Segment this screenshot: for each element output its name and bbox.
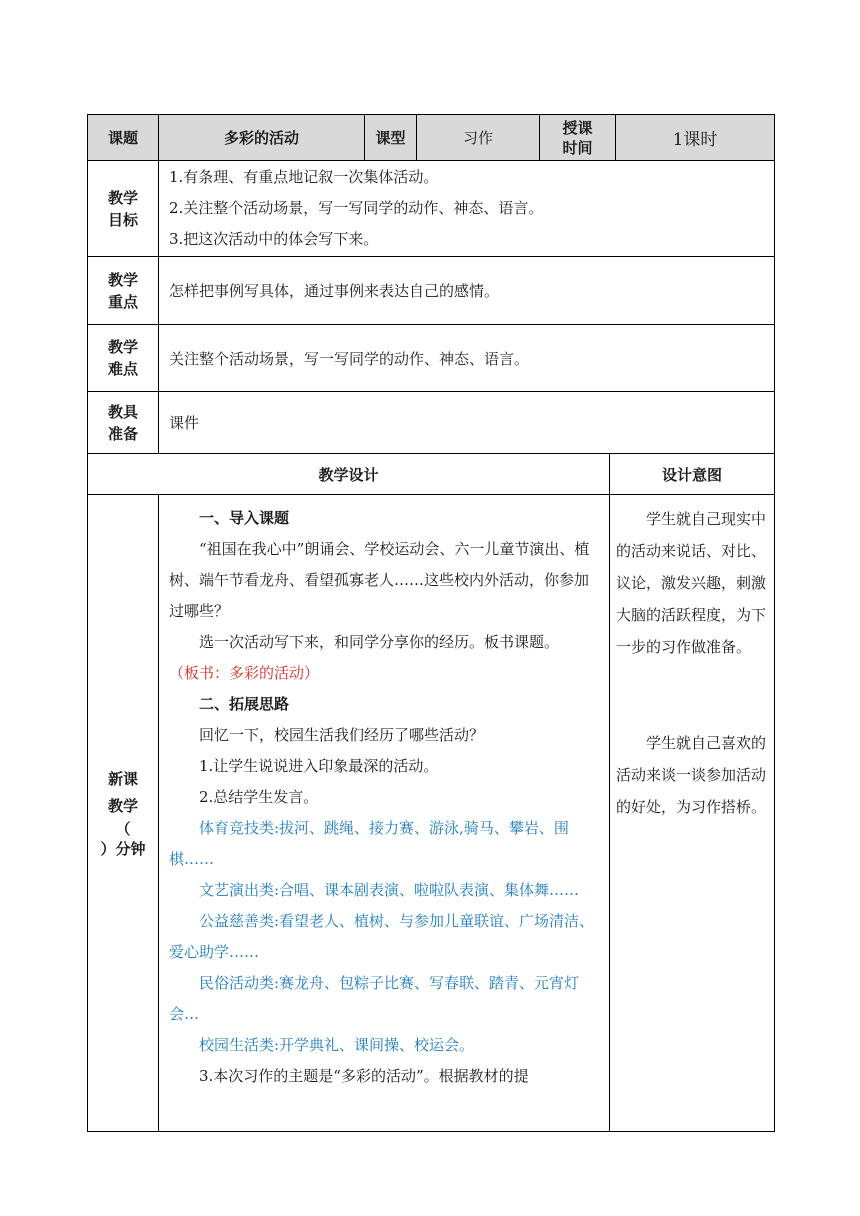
goal-item-3: 3.把这次活动中的体会写下来。 [169,230,379,248]
design-body-row [88,495,775,1132]
design-header-row [88,454,775,495]
section-1-paragraph-2: 选一次活动写下来，和同学分享你的经历。板书课题。 [199,633,560,651]
topic-value: 多彩的活动 [159,115,365,161]
design-intent [610,495,775,1132]
difficulty-text: 关注整个活动场景，写一写同学的动作、神态、语言。 [159,325,775,392]
type-label: 课型 [365,115,417,161]
time-value: 1课时 [616,115,775,161]
goal-item-1: 1.有条理、有重点地记叙一次集体活动。 [169,168,439,186]
section-2-paragraph-3: 2.总结学生发言。 [199,788,319,806]
intent-spacer [616,663,770,727]
category-arts: 文艺演出类:合唱、课本剧表演、啦啦队表演、集体舞…… [199,881,580,899]
goals-label: 教学目标 [88,161,159,257]
design-label: 教学设计 [88,454,610,495]
board-note: （板书：多彩的活动） [169,664,320,682]
section-1-paragraph-1: “祖国在我心中”朗诵会、学校运动会、六一儿童节演出、植树、端午节看龙舟、看望孤寡老人……这些校内外活动，你参加过哪些？ [169,540,590,620]
difficulty-row [88,325,775,392]
goals-content [159,161,775,257]
intent-paragraph-1: 学生就自己现实中的活动来说话、对比、议论，激发兴趣，刺激大脑的活跃程度，为下一步的习作做准备。 [616,510,767,656]
type-value: 习作 [417,115,540,161]
section-1-title: 一、导入课题 [199,509,290,527]
header-row [88,115,775,161]
period-label-line-2: 教学 [107,797,138,815]
section-2-title: 二、拓展思路 [199,695,290,713]
difficulty-label: 教学难点 [88,325,159,392]
intent-label: 设计意图 [610,454,775,495]
focus-text: 怎样把事例写具体，通过事例来表达自己的感情。 [159,257,775,325]
period-label-line-3: （ [115,820,131,838]
focus-label: 教学重点 [88,257,159,325]
goals-row [88,161,775,257]
section-2-paragraph-4: 3.本次习作的主题是“多彩的活动”。根据教材的提 [199,1067,529,1085]
topic-label: 课题 [88,115,159,161]
section-2-paragraph-1: 回忆一下，校园生活我们经历了哪些活动？ [199,726,485,744]
goal-item-2: 2.关注整个活动场景，写一写同学的动作、神态、语言。 [169,199,544,217]
category-charity: 公益慈善类:看望老人、植树、与参加儿童联谊、广场清洁、爱心助学…… [169,912,595,961]
lesson-plan-table [87,114,775,1132]
category-folk: 民俗活动类:赛龙舟、包粽子比赛、写春联、踏青、元宵灯会… [169,974,580,1023]
design-content [159,495,610,1132]
tools-label: 教具准备 [88,392,159,454]
section-2-paragraph-2: 1.让学生说说进入印象最深的活动。 [199,757,439,775]
category-sports: 体育竞技类:拔河、跳绳、接力赛、游泳,骑马、攀岩、围棋…… [169,819,569,868]
period-label-line-1: 新课 [107,770,138,788]
period-label-line-4: ）分钟 [100,840,146,858]
focus-row [88,257,775,325]
time-label: 授课时间 [540,115,616,161]
tools-row [88,392,775,454]
tools-text: 课件 [159,392,775,454]
intent-paragraph-2: 学生就自己喜欢的活动来谈一谈参加活动的好处，为习作搭桥。 [616,734,767,816]
period-label [88,495,159,1132]
category-campus: 校园生活类:开学典礼、课间操、校运会。 [199,1036,475,1054]
